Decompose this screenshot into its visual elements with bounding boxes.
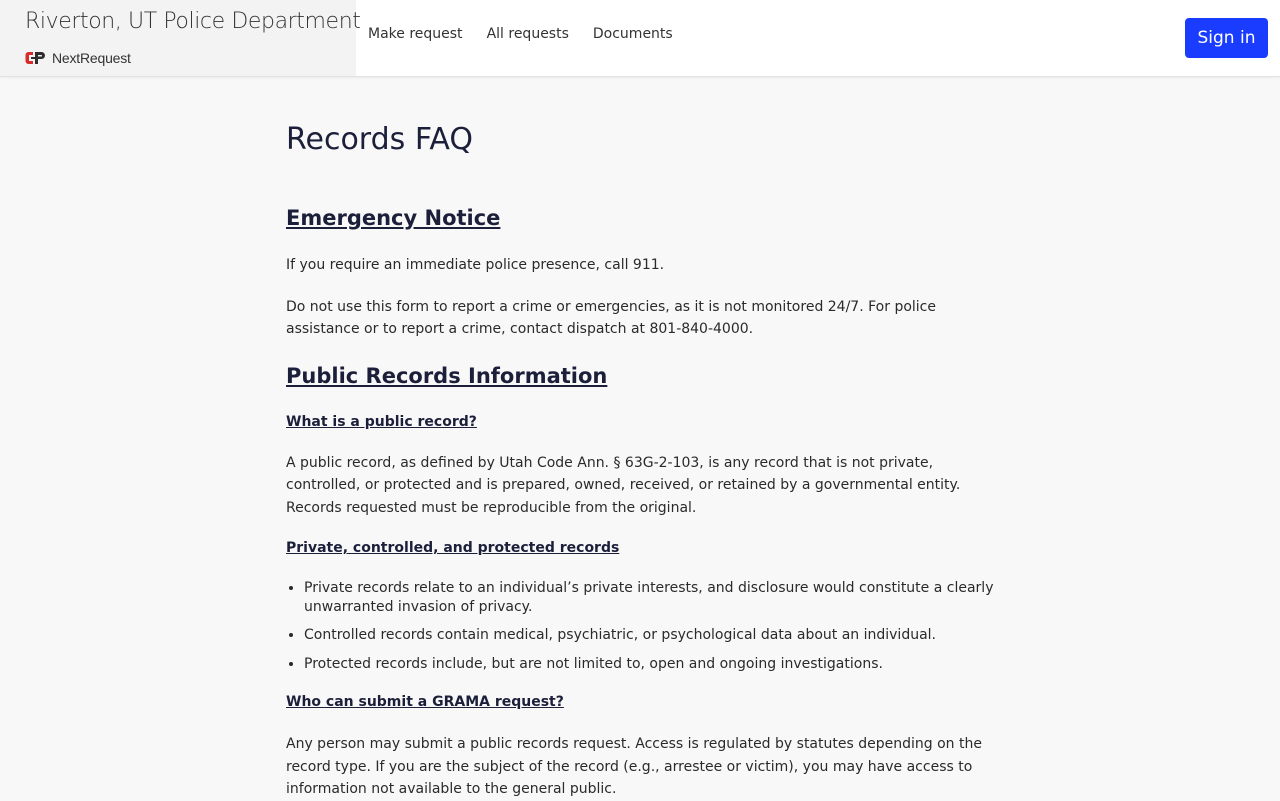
top-header [0,0,1280,77]
nav-all-requests[interactable]: All requests [486,26,569,42]
nextrequest-logo[interactable] [25,50,131,66]
question-private-controlled-protected: Private, controlled, and protected records [286,540,620,556]
list-item-controlled: • Controlled records contain medical, psychiatric, or psychological data about an individual. [304,626,1006,645]
record-types-list [286,579,1006,673]
public-records-heading: Public Records Information [286,363,608,388]
nav-documents[interactable]: Documents [592,26,673,42]
emergency-heading: Emergency Notice [286,206,501,230]
answer-what-is-public-record: A public record, as defined by Utah Code Ann. § 63G-2-103, is any record that is not private, controlled, or protected and is prepared, owned, received, or retained by a governmental entity. Records requested must be reproducible from the original. [286,454,961,516]
list-item-private: • Private records relate to an individual’s private interests, and disclosure would constitute a clearly unwarranted invasion of privacy. [304,579,1006,616]
page-title: Records FAQ [286,122,473,157]
nextrequest-wordmark: NextRequest [52,50,131,66]
emergency-text-1: If you require an immediate police presence, call 911. [286,257,665,273]
answer-who-can-submit: Any person may submit a public records request. Access is regulated by statutes depending on the record type. If you are the subject of the record (e.g., arrestee or victim), you may have access to information not available to the general public. [286,736,982,797]
emergency-text-2: Do not use this form to report a crime or emergencies, as it is not monitored 24/7. For police assistance or to report a crime, contact dispatch at 801-840-4000. [286,298,936,337]
nav-make-request[interactable]: Make request [368,26,463,42]
question-who-can-submit: Who can submit a GRAMA request? [286,694,564,710]
sign-in-button[interactable]: Sign in [1185,18,1268,58]
nextrequest-logo-icon [25,51,46,65]
agency-name[interactable]: Riverton, UT Police Department [25,9,361,34]
question-what-is-public-record: What is a public record? [286,413,477,430]
list-item-protected: • Protected records include, but are not limited to, open and ongoing investigations. [304,655,1006,674]
main-nav [368,26,673,42]
faq-content [286,108,1006,801]
brand-panel[interactable] [0,0,361,76]
